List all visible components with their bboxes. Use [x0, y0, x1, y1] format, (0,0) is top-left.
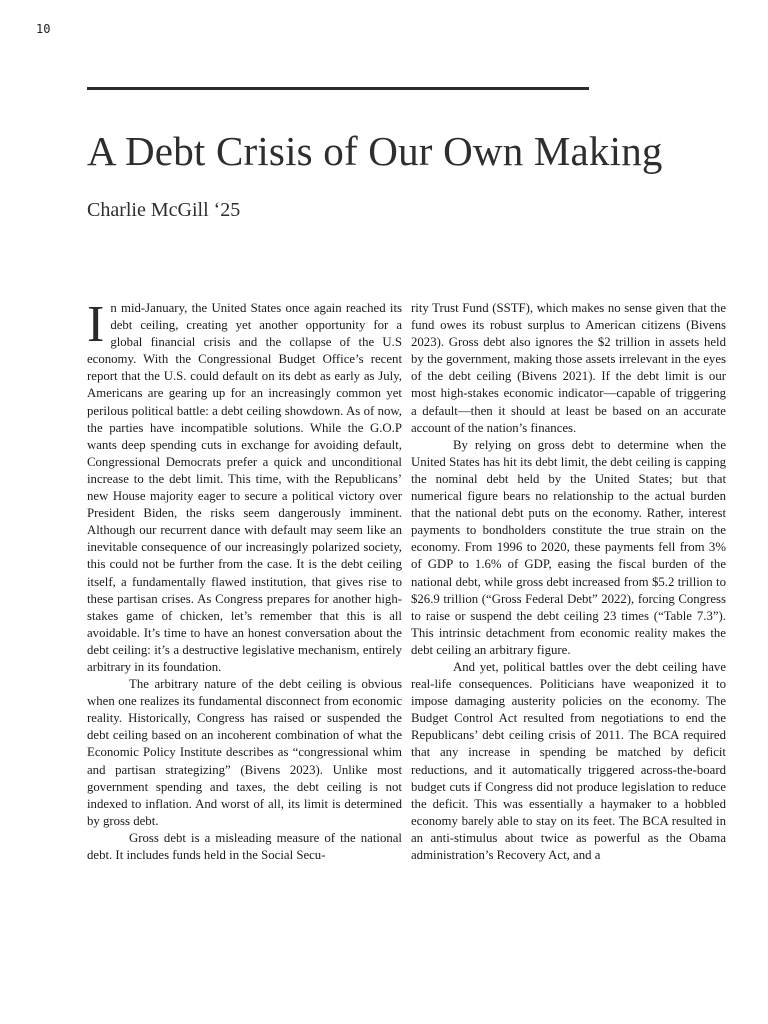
header-rule — [87, 87, 589, 90]
page-number: 10 — [36, 22, 51, 36]
drop-cap: I — [87, 296, 105, 353]
paragraph-1 — [87, 296, 402, 676]
paragraph-2: The arbitrary nature of the debt ceiling is obvious when one realizes its fundamental disconnect from economic reality. Historically, Congress has raised or suspended the debt ceiling based on an incoherent combination of what the Economic Policy Institute describes as “congressional whim and partisan strategizing” (Bivens 2023). Unlike most government spending and taxes, the debt ceiling is not indexed to inflation. And worst of all, its limit is determined by gross debt. — [87, 677, 402, 828]
article-column-left — [87, 296, 402, 864]
article-author: Charlie McGill ‘25 — [87, 199, 241, 221]
article-title: A Debt Crisis of Our Own Making — [87, 128, 663, 174]
paragraph-4: By relying on gross debt to determine when the United States has hit its debt limit, the debt ceiling is capping the nominal debt held by the United States; but that numerical figure bears no relationship to the actual burden that the national debt puts on the economy. Rather, interest payments to bondholders constitute the true strain on the economy. From 1996 to 2020, these payments fell from 3% of GDP to 1.6% of GDP, easing the fiscal burden of the national debt, while gross debt increased from $5.2 trillion to $26.9 trillion (“Gross Federal Debt” 2022), forcing Congress to raise or suspend the debt ceiling 23 times (“Table 7.3”). This intrinsic detachment from economic reality makes the debt ceiling an arbitrary figure. — [411, 437, 726, 657]
paragraph-5: And yet, political battles over the debt ceiling have real-life consequences. Politicians have weaponized it to impose damaging austerity policies on the economy. The Budget Control Act resulted from negotiations to end the Republicans’ debt ceiling crisis of 2011. The BCA required that any increase in spending be matched by deficit reductions, and it automatically triggered across-the-board budget cuts if Congress did not produce legislation to reduce the deficit. This was essentially a haymaker to a hobbled economy barely able to stay on its feet. The BCA resulted in an anti-stimulus about twice as powerful as the Obama administration’s Recovery Act, and a — [411, 659, 726, 862]
article-column-right — [411, 300, 726, 864]
paragraph-3-continued: rity Trust Fund (SSTF), which makes no sense given that the fund owes its robust surplus to American citizens (Bivens 2023). Gross debt also ignores the $2 trillion in assets held by the government, making those assets irrelevant in the eyes of the debt ceiling (Bivens 2021). If the debt limit is our most high-stakes economic indicator—capable of triggering a default—then it should at least be based on an accurate account of the nation’s finances. — [411, 301, 726, 435]
paragraph-1-text: n mid-January, the United States once again reached its debt ceiling, creating yet another opportunity for a global financial crisis and the collapse of the U.S economy. With the Congressional Budget Office’s recent report that the U.S. could default on its debt as early as July, Americans are gearing up for an increasingly common yet perilous political battle: a debt ceiling showdown. As of now, the parties have incompatible solutions. While the G.O.P wants deep spending cuts in exchange for avoiding default, Congressional Democrats prefer a quick and unconditional increase to the debt limit. This time, with the Republicans’ new House majority eager to secure a political victory over President Biden, the risks seem dangerously imminent. Although our recurrent dance with default may seem like an inevitable consequence of our increasingly polarized society, this could not be further from the case. It is the debt ceiling itself, a fundamentally flawed institution, that gives rise to these partisan crises. As Congress prepares for another high-stakes game of chicken, let’s remember that this is all avoidable. It’s time to have an honest conversation about the debt ceiling: it’s a destructive legislative mechanism, entirely arbitrary in its foundation. — [87, 301, 402, 674]
paragraph-3: Gross debt is a misleading measure of the national debt. It includes funds held in the Social Secu- — [87, 830, 402, 862]
